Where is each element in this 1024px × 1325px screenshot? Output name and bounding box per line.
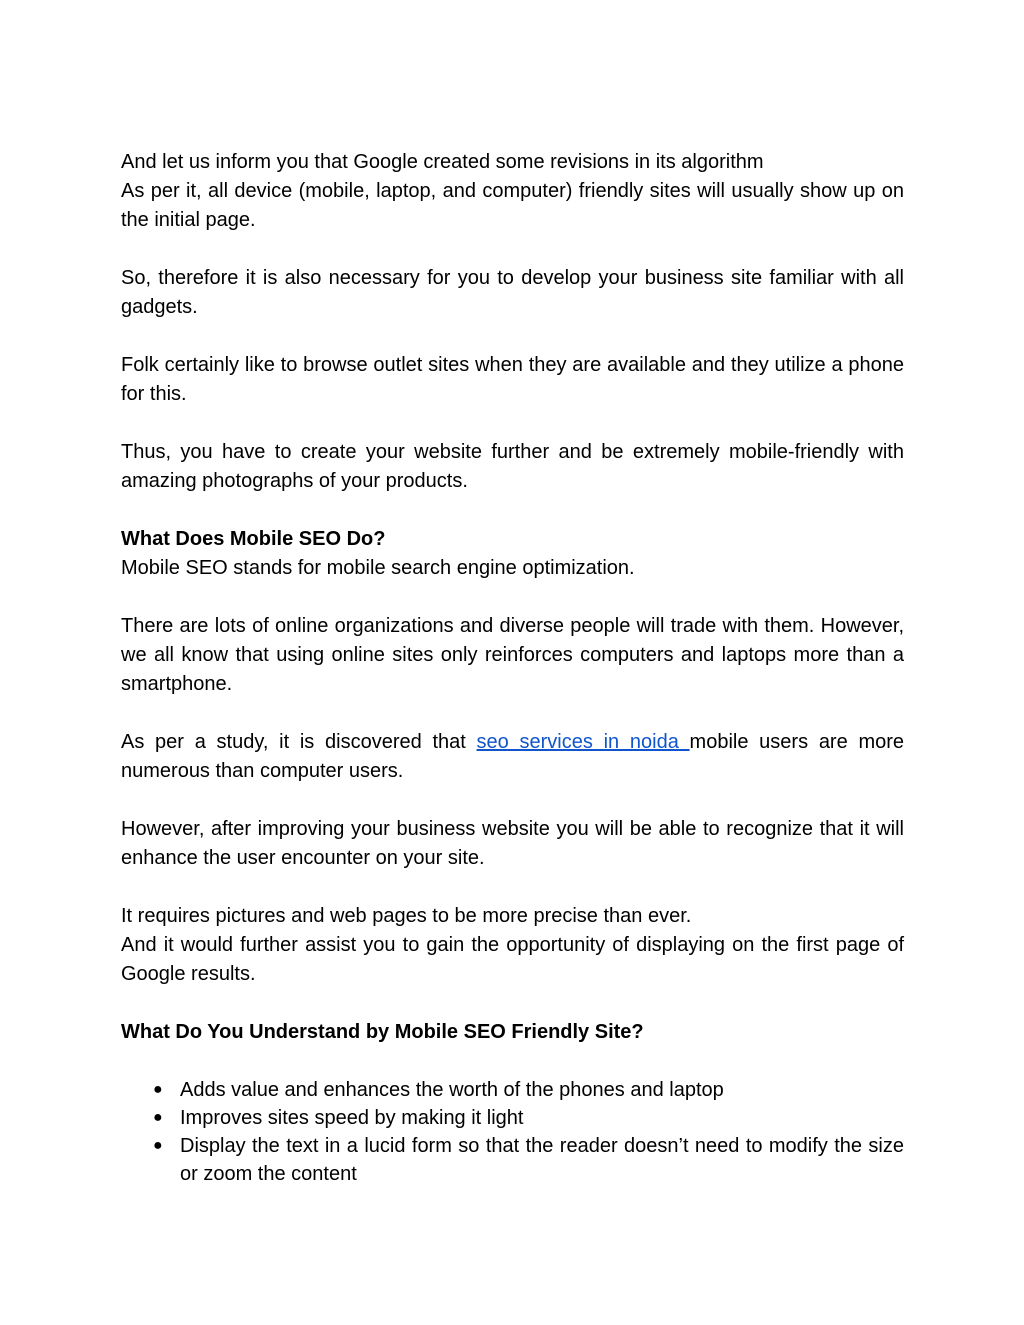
bullet-icon: ● — [153, 1137, 163, 1154]
paragraph-mobile-seo-definition: Mobile SEO stands for mobile search engine optimization. — [121, 557, 635, 579]
paragraph-improving-website: However, after improving your business website you will be able to recognize that it will enhance the user encounter on your site. — [121, 818, 904, 869]
list-item-text: Adds value and enhances the worth of the phones and laptop — [180, 1079, 724, 1101]
heading-mobile-seo-friendly-site: What Do You Understand by Mobile SEO Friendly Site? — [121, 1021, 644, 1043]
spacer — [121, 322, 904, 351]
paragraph-first-page: And it would further assist you to gain the opportunity of displaying on the first page of Google results. — [121, 934, 904, 985]
bullet-icon: ● — [153, 1081, 163, 1098]
list-item-text: Display the text in a lucid form so that the reader doesn’t need to modify the size or zoom the content — [180, 1135, 904, 1185]
paragraph-device-friendly: As per it, all device (mobile, laptop, and computer) friendly sites will usually show up on the initial page. — [121, 180, 904, 231]
list-item — [153, 1104, 904, 1132]
study-text-after: mobile users are more numerous than computer users. — [121, 731, 905, 782]
document-page — [121, 148, 904, 1188]
paragraph-mobile-friendly: Thus, you have to create your website further and be extremely mobile-friendly with amazing photographs of your products. — [121, 441, 904, 492]
spacer — [121, 1047, 904, 1076]
paragraph-pictures-precise: It requires pictures and web pages to be more precise than ever. — [121, 905, 692, 927]
paragraph-develop-site: So, therefore it is also necessary for you to develop your business site familiar with all gadgets. — [121, 267, 904, 318]
spacer — [121, 496, 904, 525]
list-item-text: Improves sites speed by making it light — [180, 1107, 524, 1129]
bullet-list — [121, 1076, 904, 1188]
list-item — [153, 1076, 904, 1104]
paragraph-algorithm-intro: And let us inform you that Google created some revisions in its algorithm — [121, 151, 764, 173]
seo-services-link[interactable]: seo services in noida — [476, 731, 690, 753]
spacer — [121, 235, 904, 264]
paragraph-study — [121, 728, 904, 786]
paragraph-folk-browse: Folk certainly like to browse outlet sites when they are available and they utilize a phone for this. — [121, 354, 904, 405]
spacer — [121, 873, 904, 902]
bullet-icon: ● — [153, 1109, 163, 1126]
spacer — [121, 699, 904, 728]
paragraph-online-organizations: There are lots of online organizations and diverse people will trade with them. However, we all know that using online sites only reinforces computers and laptops more than a smartphone. — [121, 615, 904, 695]
study-text-before: As per a study, it is discovered that — [121, 731, 477, 753]
list-item — [153, 1132, 904, 1188]
spacer — [121, 786, 904, 815]
spacer — [121, 989, 904, 1018]
heading-what-does-mobile-seo-do: What Does Mobile SEO Do? — [121, 528, 386, 550]
spacer — [121, 409, 904, 438]
spacer — [121, 583, 904, 612]
